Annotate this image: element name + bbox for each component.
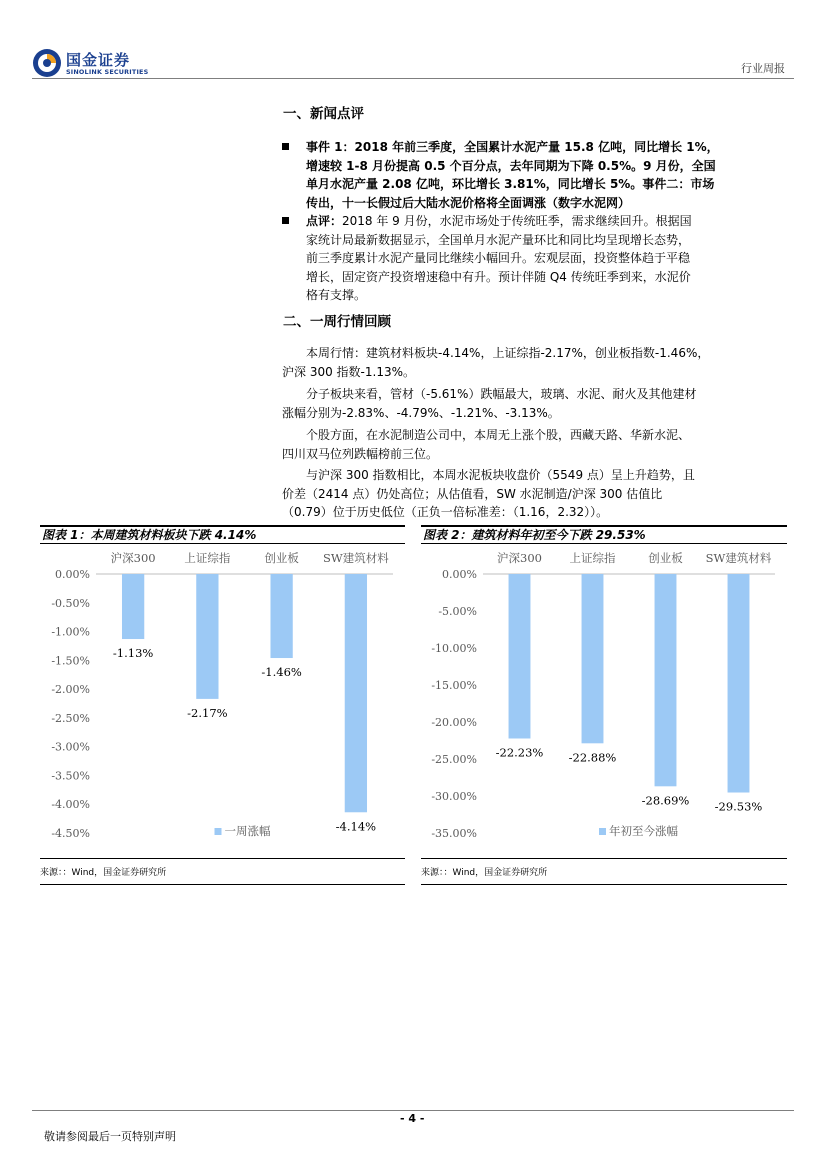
y-tick-label: -3.00% [51, 740, 90, 754]
paragraph-line: 分子板块来看，管材（-5.61%）跌幅最大，玻璃、水泥、耐火及其他建材 [306, 387, 697, 401]
category-label: SW建筑材料 [705, 551, 772, 565]
chart-bottom-rule [40, 884, 405, 885]
paragraph-line: 与沪深 300 指数相比，本周水泥板块收盘价（5549 点）呈上升趋势，且 [306, 468, 695, 482]
page-number: - 4 - [400, 1112, 425, 1125]
bar [345, 574, 367, 812]
data-label: -22.88% [568, 750, 617, 765]
header-divider [32, 78, 794, 79]
chart-2-footer [421, 858, 787, 885]
data-label: -1.46% [261, 665, 302, 680]
category-label: 创业板 [264, 551, 299, 565]
category-label: 沪深300 [497, 551, 542, 565]
chart-title-rule [40, 543, 405, 544]
chart-bottom-rule [421, 884, 787, 885]
paragraph-line: 沪深 300 指数-1.13%。 [282, 364, 415, 379]
paragraph-line: 个股方面，在水泥制造公司中，本周无上涨个股，西藏天路、华新水泥、 [306, 428, 691, 442]
comment-line: 前三季度累计水泥产量同比继续小幅回升。宏观层面，投资整体趋于平稳 [306, 251, 691, 265]
bar [582, 574, 604, 743]
event-line: 传出，十一长假过后大陆水泥价格将全面调涨（数字水泥网） [306, 195, 631, 210]
paragraph-line: 价差（2414 点）仍处高位；从估值看，SW 水泥制造/沪深 300 估值比 [282, 486, 663, 501]
y-tick-label: -2.50% [51, 711, 90, 725]
chart-2-title: 图表 2：建筑材料年初至今下跌 29.53% [423, 528, 646, 542]
y-tick-label: -1.00% [51, 625, 90, 639]
data-label: -2.17% [187, 705, 228, 720]
bar [122, 574, 144, 639]
y-tick-label: -25.00% [431, 753, 477, 766]
chart-2-source: 来源：：Wind，国金证券研究所 [421, 868, 548, 878]
data-label: -1.13% [112, 646, 154, 661]
chart-1-plot [40, 545, 405, 855]
disclaimer-note: 敬请参阅最后一页特别声明 [44, 1130, 176, 1143]
chart-1-footer [40, 858, 405, 885]
chart-2-panel [421, 525, 787, 544]
bullet-comment [282, 212, 802, 305]
y-tick-label: -2.00% [51, 683, 90, 697]
bar [655, 574, 677, 786]
legend-swatch [599, 828, 606, 835]
category-label: SW建筑材料 [323, 551, 389, 565]
category-label: 上证综指 [569, 551, 616, 565]
y-tick-label: -15.00% [431, 679, 477, 692]
y-tick-label: -20.00% [431, 716, 477, 729]
chart-1-title: 图表 1：本周建筑材料板块下跌 4.14% [42, 528, 257, 542]
chart-1-source: 来源：：Wind，国金证券研究所 [40, 868, 167, 878]
bullet-marker [282, 143, 289, 150]
report-type: 行业周报 [741, 62, 785, 75]
category-label: 上证综指 [184, 551, 231, 565]
y-tick-label: -1.50% [51, 654, 90, 668]
comment-line: 2018 年 9 月份，水泥市场处于传统旺季，需求继续回升。根据国 [342, 214, 692, 228]
y-tick-label: -4.50% [51, 827, 90, 840]
chart-2-plot [421, 545, 787, 855]
paragraph-line: 四川双马位列跌幅榜前三位。 [282, 446, 439, 461]
bar [509, 574, 531, 739]
comment-label: 点评： [306, 214, 343, 228]
logo-icon [32, 48, 62, 78]
comment-line: 格有支撑。 [306, 288, 367, 302]
paragraph-line: 本周行情：建筑材料板块-4.14%，上证综指-2.17%，创业板指数-1.46%， [306, 346, 710, 360]
comment-line: 增长，固定资产投资增速稳中有升。预计伴随 Q4 传统旺季到来，水泥价 [306, 269, 691, 284]
y-tick-label: 0.00% [55, 568, 90, 581]
category-label: 沪深300 [110, 551, 156, 565]
bar [728, 574, 750, 793]
y-tick-label: -30.00% [431, 790, 477, 803]
bullet-event [282, 138, 802, 212]
valuation-paragraph [282, 466, 802, 522]
bar [196, 574, 218, 699]
subsector-paragraph [282, 385, 802, 422]
data-label: -28.69% [641, 793, 690, 808]
y-tick-label: -5.00% [438, 605, 477, 618]
event-line: 单月水泥产量 2.08 亿吨，环比增长 3.81%，同比增长 5%。事件二：市场 [306, 177, 715, 191]
chart-title-rule [421, 543, 787, 544]
bullet-marker [282, 217, 289, 224]
data-label: -22.23% [495, 745, 544, 760]
footer-divider [32, 1110, 794, 1111]
y-tick-label: -4.00% [51, 798, 90, 812]
y-tick-label: 0.00% [442, 568, 477, 581]
paragraph-line: 涨幅分别为-2.83%、-4.79%、-1.21%、-3.13%。 [282, 405, 560, 420]
comment-line: 家统计局最新数据显示，全国单月水泥产量环比和同比均呈现增长态势， [306, 232, 691, 247]
event-line: 事件 1：2018 年前三季度，全国累计水泥产量 15.8 亿吨，同比增长 1%， [306, 140, 719, 154]
paragraph-line: （0.79）位于历史低位（正负一倍标准差：（1.16，2.32））。 [282, 505, 609, 519]
legend-label: 年初至今涨幅 [609, 824, 678, 838]
y-tick-label: -35.00% [431, 827, 477, 840]
section-heading-market: 二、一周行情回顾 [283, 314, 391, 330]
y-tick-label: -0.50% [51, 596, 90, 610]
legend-swatch [215, 828, 222, 835]
bar [270, 574, 292, 658]
data-label: -29.53% [714, 799, 763, 814]
data-label: -4.14% [335, 819, 377, 834]
logo-text-cn: 国金证券 [66, 51, 131, 69]
event-line: 增速较 1-8 月份提高 0.5 个百分点，去年同期为下降 0.5%。9 月份，全国 [306, 158, 716, 173]
y-tick-label: -10.00% [431, 642, 477, 655]
logo-text-en: SINOLINK SECURITIES [66, 68, 149, 76]
stock-paragraph [282, 426, 802, 463]
market-paragraph [282, 344, 802, 381]
section-heading-news: 一、新闻点评 [283, 106, 364, 122]
category-label: 创业板 [648, 551, 683, 565]
chart-1-panel [40, 525, 405, 544]
y-tick-label: -3.50% [51, 769, 90, 783]
legend-label: 一周涨幅 [224, 824, 271, 838]
